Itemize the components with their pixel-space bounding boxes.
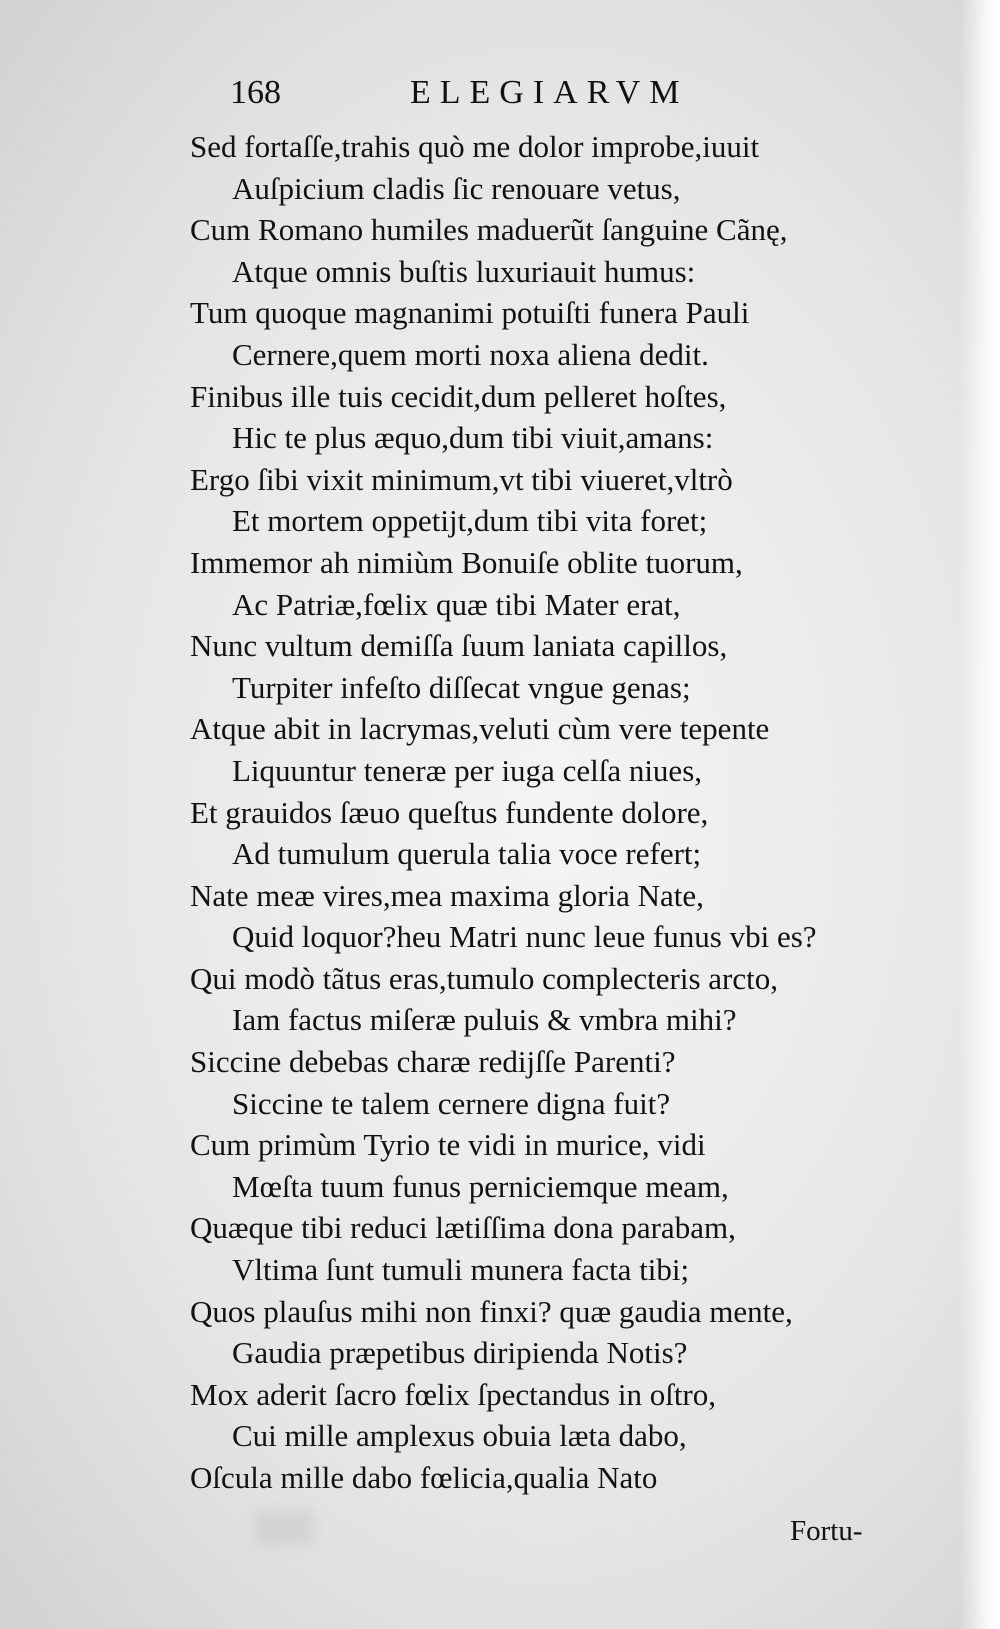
verse-line: Cum Romano humiles maduerũt ſanguine Cãnę, [190,212,788,248]
verse-line: Iam factus miſeræ puluis & vmbra mihi? [232,1002,737,1038]
verse-line: Finibus ille tuis cecidit,dum pelleret hoſtes, [190,378,727,414]
running-title: ELEGIARVM [410,74,689,111]
verse-line: Cernere,quem morti noxa aliena dedit. [232,336,709,372]
verse-line: Quid loquor?heu Matri nunc leue funus vbi es? [232,919,817,955]
verse-text [190,126,925,1499]
verse-line: Hic te plus æquo,dum tibi viuit,amans: [232,420,714,456]
verse-line: Atque omnis buſtis luxuriauit humus: [232,253,696,289]
page-number: 168 [230,74,281,111]
verse-line: Nate meæ vires,mea maxima gloria Nate, [190,877,704,913]
verse-line: Et grauidos ſæuo queſtus fundente dolore, [190,794,709,830]
verse-line: Liquuntur teneræ per iuga celſa niues, [232,752,703,788]
page-header [230,74,750,124]
verse-line: Qui modò tãtus eras,tumulo complecteris arcto, [190,960,778,996]
verse-line: Gaudia præpetibus diripienda Notis? [232,1335,688,1371]
verse-line: Siccine debebas charæ redijſſe Parenti? [190,1044,676,1080]
verse-line: Et mortem oppetijt,dum tibi vita foret; [232,503,708,539]
ink-smudge [255,1510,315,1546]
verse-line: Immemor ah nimiùm Bonuiſe oblite tuorum, [190,544,743,580]
catchword: Fortu- [790,1515,863,1547]
verse-line: Sed fortaſſe,trahis quò me dolor improbe,iuuit [190,129,760,164]
verse-line: Auſpicium cladis ſic renouare vetus, [232,170,681,206]
verse-line: Cui mille amplexus obuia læta dabo, [232,1418,687,1454]
verse-line: Nunc vultum demiſſa ſuum laniata capillos, [190,628,728,664]
verse-line: Atque abit in lacrymas,veluti cùm vere tepente [190,711,770,747]
verse-line: Oſcula mille dabo fœlicia,qualia Nato [190,1460,658,1495]
verse-line: Quos plauſus mihi non finxi? quæ gaudia mente, [190,1293,793,1329]
verse-line: Ergo ſibi vixit minimum,vt tibi viueret,vltrò [190,461,733,497]
verse-line: Tum quoque magnanimi potuiſti funera Pauli [190,295,750,331]
verse-line: Quæque tibi reduci lætiſſima dona parabam, [190,1210,736,1246]
verse-line: Siccine te talem cernere digna fuit? [232,1085,671,1121]
verse-line: Cum primùm Tyrio te vidi in murice, vidi [190,1127,706,1163]
verse-line: Vltima ſunt tumuli munera facta tibi; [232,1252,690,1288]
verse-line: Mox aderit ſacro fœlix ſpectandus in oſtro, [190,1376,717,1412]
verse-line: Ac Patriæ,fœlix quæ tibi Mater erat, [232,586,681,622]
verse-line: Turpiter infeſto diſſecat vngue genas; [232,669,691,705]
verse-line: Mœſta tuum funus perniciemque meam, [232,1168,729,1204]
verse-line: Ad tumulum querula talia voce refert; [232,836,702,872]
